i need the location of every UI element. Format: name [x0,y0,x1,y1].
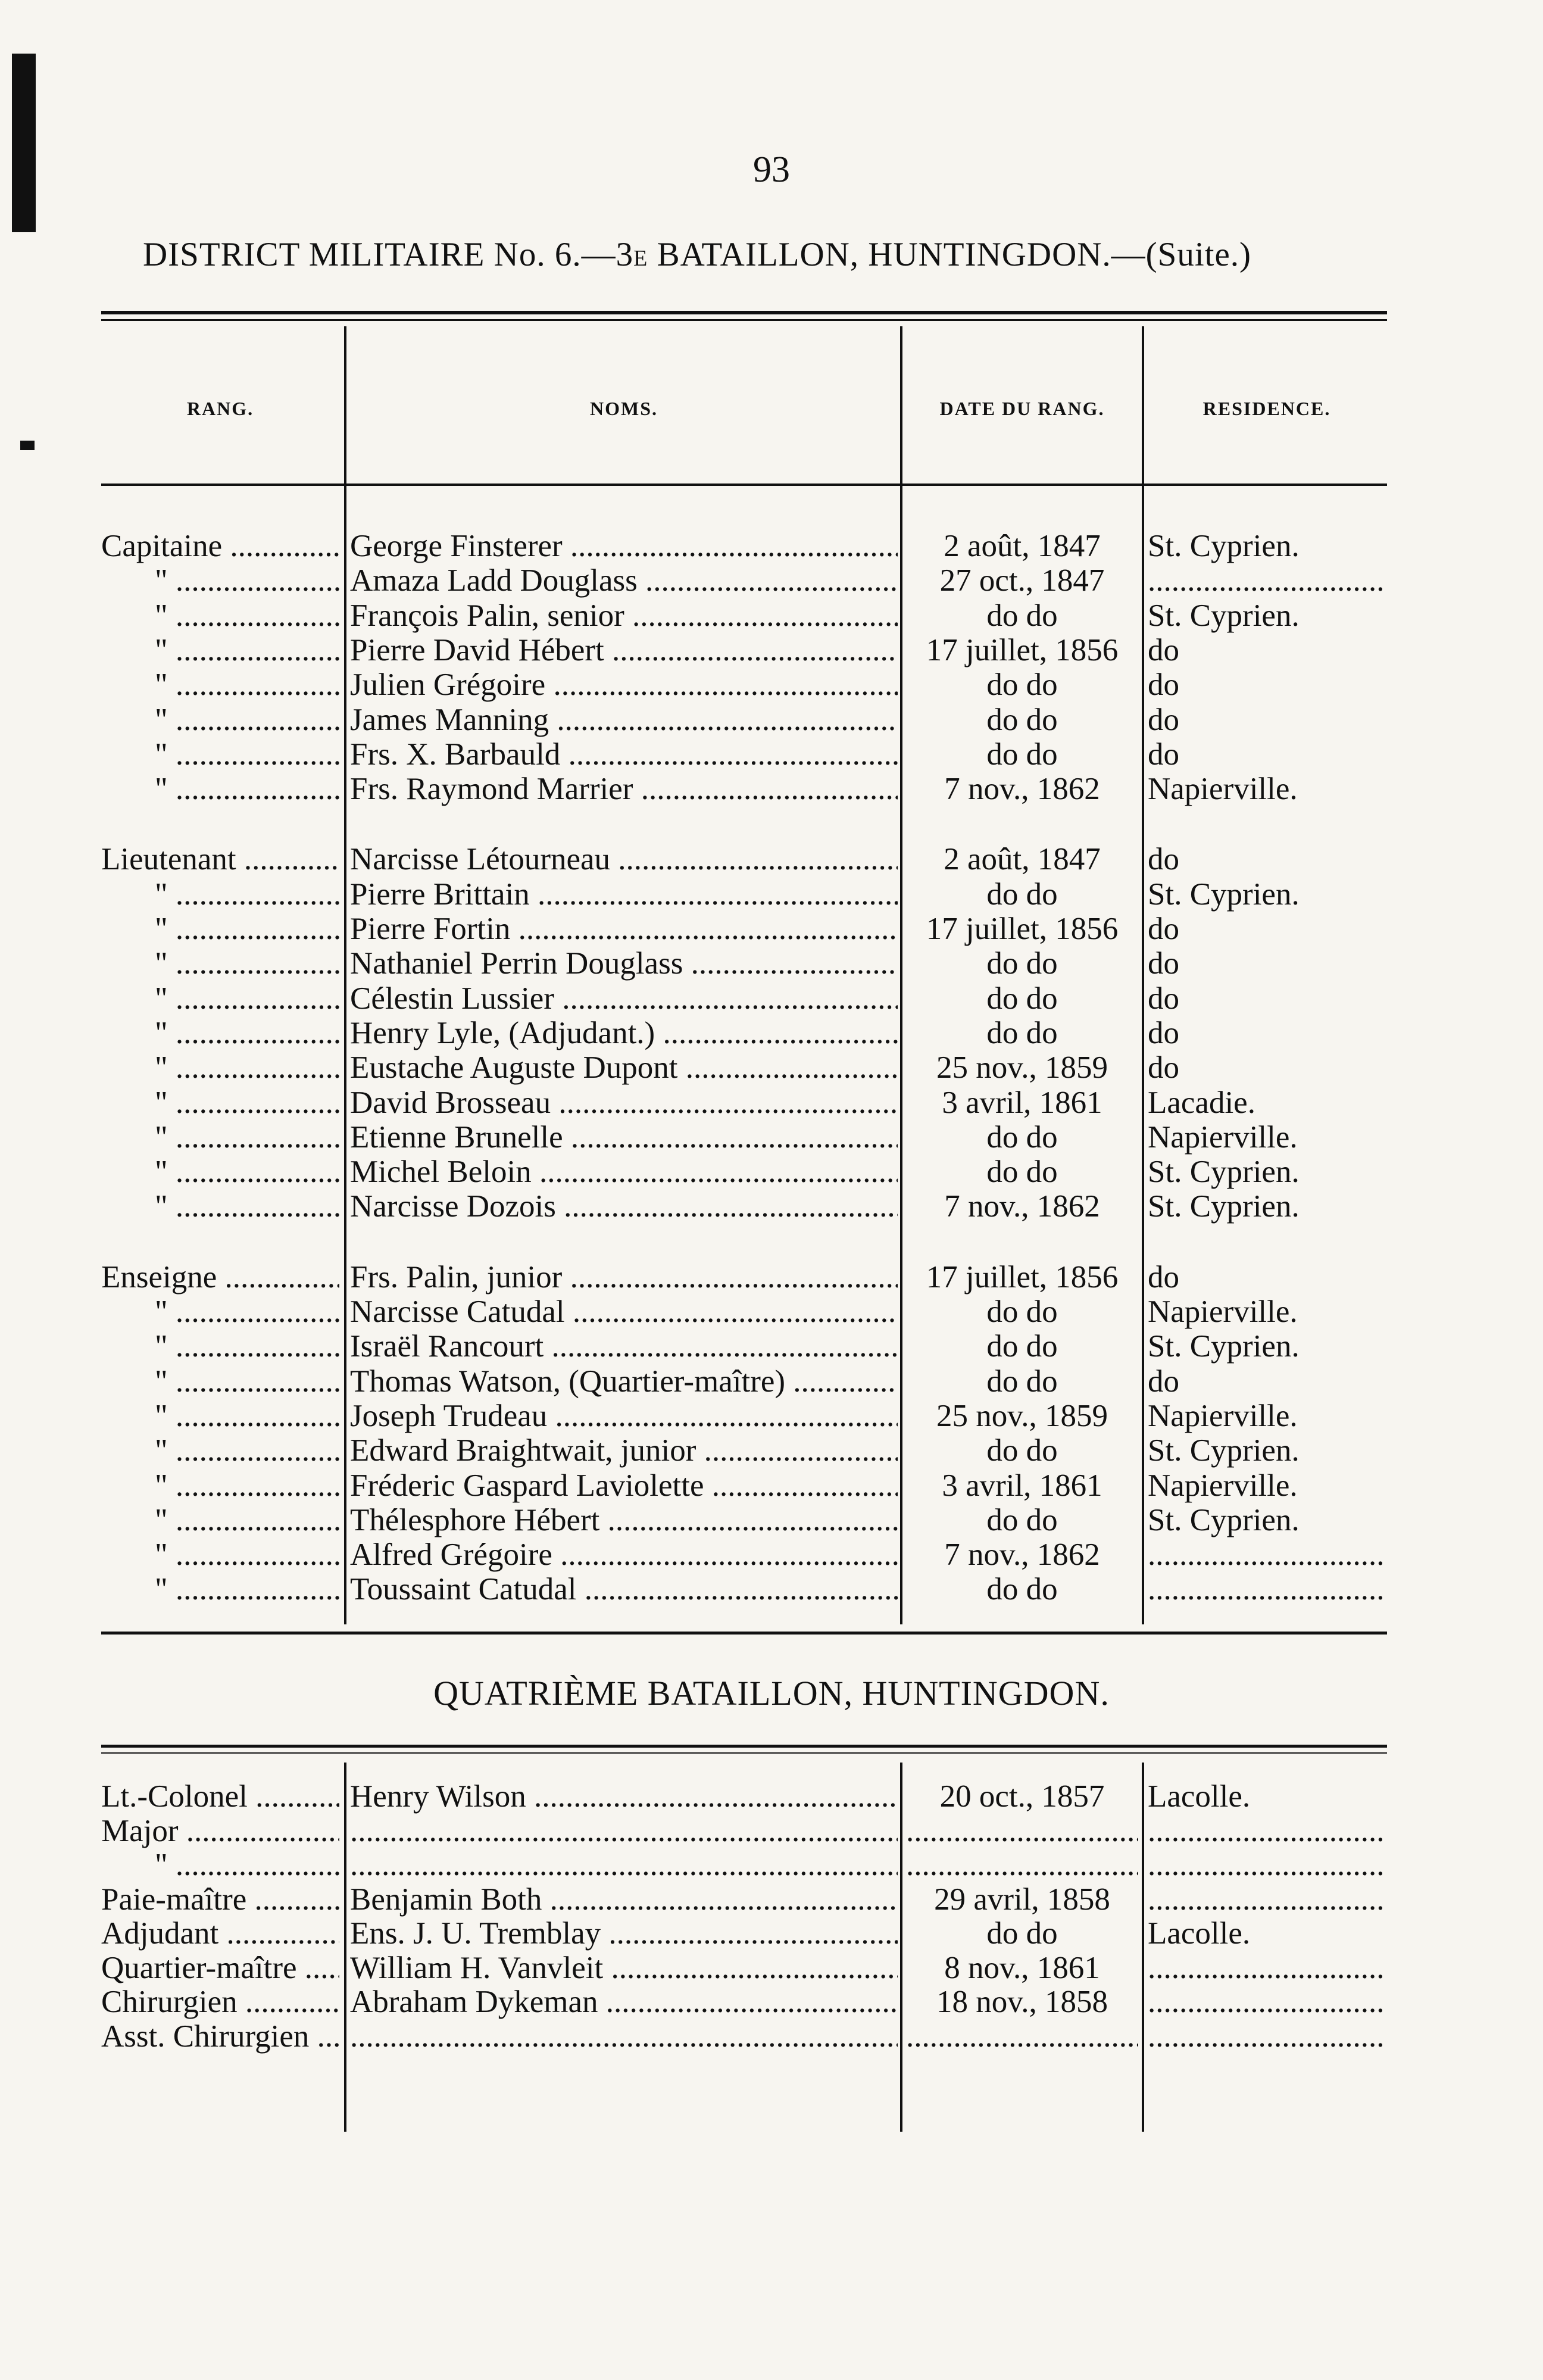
date-cell: 3 avril, 1861 [942,1468,1102,1503]
table-row [0,1260,1543,1295]
residence-cell: Napierville. [1148,772,1298,807]
residence-cell [1148,1537,1386,1572]
top-double-rule [101,319,1387,321]
rank-cell: " ..... [101,1016,339,1050]
table-row [0,1189,1543,1224]
residence-cell: St. Cyprien. [1148,1433,1300,1468]
table-row [0,633,1543,667]
name-cell: Pierre Brittain ..... [350,877,898,912]
date-cell: do do [986,1916,1058,1951]
name-cell: Narcisse Létourneau ..... [350,842,898,876]
residence-cell [1148,2019,1386,2054]
section-divider-rule [101,1632,1387,1635]
rank-cell: " ..... [101,563,339,598]
rank-cell: " ..... [101,1364,339,1399]
rank-cell: " ..... [101,633,339,667]
date-cell: do do [986,667,1058,703]
rank-cell: Lt.-Colonel ..... [101,1779,339,1814]
date-cell: do do [986,1329,1058,1364]
rank-cell: " ..... [101,1399,339,1433]
name-cell: François Palin, senior ..... [350,598,898,633]
table-row [0,1433,1543,1468]
residence-cell: do [1148,1015,1179,1050]
name-cell: Eustache Auguste Dupont ..... [350,1050,898,1085]
name-cell: Joseph Trudeau ..... [350,1399,898,1433]
table-row [0,1295,1543,1329]
residence-cell: do [1148,737,1179,772]
date-cell: do do [986,1433,1058,1468]
residence-cell: do [1148,632,1179,667]
rank-cell: Asst. Chirurgien ..... [101,2019,339,2054]
rank-cell: " ..... [101,703,339,737]
residence-cell [1148,1951,1386,1985]
rank-cell: " ..... [101,1468,339,1503]
table-row [0,1848,1543,1882]
table2-top-rule [101,1752,1387,1754]
residence-cell [1148,1882,1386,1917]
rank-cell: " ..... [101,598,339,633]
table-row [0,737,1543,772]
table-row [0,772,1543,806]
running-head-suffix: BATAILLON, HUNTINGDON.—(Suite.) [648,236,1252,273]
residence-cell [1148,1572,1386,1607]
name-cell: Narcisse Dozois ..... [350,1189,898,1224]
residence-cell: Napierville. [1148,1295,1298,1329]
date-cell: 29 avril, 1858 [934,1882,1110,1917]
rank-cell: " ..... [101,1329,339,1364]
table-row [0,529,1543,563]
rank-cell: Quartier-maître ..... [101,1951,339,1985]
residence-cell: do [1148,1364,1179,1399]
residence-cell: Napierville. [1148,1119,1298,1155]
table-row [0,1016,1543,1050]
date-cell: do do [986,598,1058,633]
name-cell [350,1814,898,1848]
residence-cell [1148,1848,1386,1882]
rank-cell: " ..... [101,1537,339,1572]
table-row [0,1364,1543,1399]
date-cell: 7 nov., 1862 [944,1189,1100,1224]
residence-cell: do [1148,702,1179,737]
residence-cell: St. Cyprien. [1148,1189,1300,1224]
rank-cell: " ..... [101,1572,339,1607]
name-cell: Abraham Dykeman ..... [350,1985,898,2019]
rank-cell: Capitaine ..... [101,529,339,563]
table-row [0,2019,1543,2054]
date-cell: 17 juillet, 1856 [926,1259,1119,1295]
date-cell: 18 nov., 1858 [936,1985,1108,2019]
date-cell: 27 oct., 1847 [939,563,1105,598]
date-cell: do do [986,1295,1058,1329]
table-row [0,1779,1543,1814]
rank-cell: " ..... [101,1433,339,1468]
rank-cell: " ..... [101,1085,339,1120]
table-row [0,1050,1543,1085]
date-cell: 7 nov., 1862 [944,1537,1100,1573]
column-header-date: DATE DU RANG. [939,398,1105,419]
residence-cell: Lacolle. [1148,1779,1251,1814]
date-cell: 25 nov., 1859 [936,1050,1108,1085]
table-row [0,1120,1543,1155]
date-cell: 8 nov., 1861 [944,1950,1100,1985]
date-cell: do do [986,981,1058,1016]
table-row [0,1399,1543,1433]
residence-cell [1148,1985,1386,2019]
name-cell [350,1848,898,1882]
section-title-4e-bataillon: QUATRIÈME BATAILLON, HUNTINGDON. [433,1674,1110,1713]
table-row [0,912,1543,946]
scan-edge-mark [20,441,35,450]
table-row [0,1814,1543,1848]
date-cell: do do [986,1155,1058,1190]
name-cell: Thomas Watson, (Quartier-maître) ..... [350,1364,898,1399]
column-header-noms: NOMS. [590,398,658,419]
name-cell: James Manning ..... [350,703,898,737]
table-row [0,563,1543,598]
residence-cell: do [1148,912,1179,946]
rank-cell: Adjudant ..... [101,1916,339,1951]
rank-cell: " ..... [101,1050,339,1085]
name-cell: George Finsterer ..... [350,529,898,563]
date-cell: do do [986,1572,1058,1607]
table-row [0,1572,1543,1607]
name-cell: Frs. X. Barbauld ..... [350,737,898,772]
residence-cell: do [1148,667,1179,703]
name-cell: William H. Vanvleit ..... [350,1951,898,1985]
residence-cell: St. Cyprien. [1148,529,1300,563]
name-cell: Israël Rancourt ..... [350,1329,898,1364]
date-cell [906,1848,1138,1882]
name-cell: Célestin Lussier ..... [350,981,898,1016]
name-cell: Fréderic Gaspard Laviolette ..... [350,1468,898,1503]
rank-cell: " ..... [101,1295,339,1329]
name-cell: Amaza Ladd Douglass ..... [350,563,898,598]
date-cell: do do [986,876,1058,912]
table-row [0,598,1543,633]
table-row [0,1155,1543,1189]
name-cell: Etienne Brunelle ..... [350,1120,898,1155]
date-cell: 2 août, 1847 [944,842,1101,877]
table-row [0,1468,1543,1503]
table-row [0,1951,1543,1985]
rank-cell: Lieutenant ..... [101,842,339,876]
residence-cell: St. Cyprien. [1148,876,1300,912]
rank-cell: Major ..... [101,1814,339,1848]
name-cell: Edward Braightwait, junior ..... [350,1433,898,1468]
residence-cell [1148,1814,1386,1848]
running-head-superscript: E [633,246,648,271]
residence-cell [1148,563,1386,598]
residence-cell: St. Cyprien. [1148,1329,1300,1364]
table-row [0,703,1543,737]
rank-cell: " ..... [101,1120,339,1155]
table-row [0,1329,1543,1364]
column-header-rang: RANG. [186,398,254,419]
rank-cell: " ..... [101,877,339,912]
name-cell: David Brosseau ..... [350,1085,898,1120]
rank-cell: " ..... [101,1155,339,1189]
name-cell: Narcisse Catudal ..... [350,1295,898,1329]
rank-cell: Enseigne ..... [101,1260,339,1295]
table-row [0,1916,1543,1951]
name-cell: Michel Beloin ..... [350,1155,898,1189]
name-cell: Toussaint Catudal ..... [350,1572,898,1607]
name-cell: Frs. Palin, junior ..... [350,1260,898,1295]
table-row [0,1537,1543,1572]
residence-cell: Napierville. [1148,1398,1298,1433]
residence-cell: St. Cyprien. [1148,598,1300,633]
name-cell: Henry Lyle, (Adjudant.) ..... [350,1016,898,1050]
running-head [143,235,1251,274]
date-cell: 25 nov., 1859 [936,1398,1108,1433]
rank-cell: " ..... [101,1848,339,1882]
rank-cell: " ..... [101,1503,339,1537]
table-row [0,877,1543,912]
date-cell: 17 juillet, 1856 [926,912,1119,946]
rank-cell: " ..... [101,981,339,1016]
table-row [0,1985,1543,2019]
scan-edge-mark [12,54,36,232]
date-cell: do do [986,1119,1058,1155]
name-cell: Alfred Grégoire ..... [350,1537,898,1572]
top-double-rule [101,311,1387,314]
residence-cell: do [1148,842,1179,877]
table-row [0,842,1543,876]
residence-cell: Napierville. [1148,1468,1298,1503]
column-header-residence: RESIDENCE. [1202,398,1331,419]
name-cell: Henry Wilson ..... [350,1779,898,1814]
table2-top-rule [101,1745,1387,1748]
residence-cell: do [1148,1050,1179,1085]
rank-cell: " ..... [101,912,339,946]
date-cell: do do [986,1015,1058,1050]
rank-cell: " ..... [101,737,339,772]
name-cell: Ens. J. U. Tremblay ..... [350,1916,898,1951]
residence-cell: do [1148,946,1179,981]
date-cell: 3 avril, 1861 [942,1085,1102,1120]
residence-cell: do [1148,1259,1179,1295]
name-cell: Benjamin Both ..... [350,1882,898,1917]
date-cell: 17 juillet, 1856 [926,632,1119,667]
table-row [0,667,1543,702]
name-cell: Frs. Raymond Marrier ..... [350,772,898,806]
date-cell: do do [986,946,1058,981]
name-cell [350,2019,898,2054]
table-row [0,1085,1543,1120]
rank-cell: Paie-maître ..... [101,1882,339,1917]
name-cell: Pierre David Hébert ..... [350,633,898,667]
rank-cell: Chirurgien ..... [101,1985,339,2019]
date-cell: do do [986,737,1058,772]
residence-cell: Lacadie. [1148,1085,1255,1120]
header-bottom-rule [101,484,1387,486]
rank-cell: " ..... [101,946,339,981]
rank-cell: " ..... [101,772,339,806]
name-cell: Nathaniel Perrin Douglass ..... [350,946,898,981]
date-cell: do do [986,1364,1058,1399]
running-head-prefix: DISTRICT MILITAIRE No. 6.—3 [143,236,634,273]
table-row [0,981,1543,1016]
page-number: 93 [753,149,790,190]
table-row [0,946,1543,981]
table-row [0,1503,1543,1537]
name-cell: Thélesphore Hébert ..... [350,1503,898,1537]
date-cell: do do [986,702,1058,737]
date-cell [906,2019,1138,2054]
name-cell: Julien Grégoire ..... [350,667,898,702]
residence-cell: do [1148,981,1179,1016]
residence-cell: St. Cyprien. [1148,1502,1300,1537]
residence-cell: Lacolle. [1148,1916,1251,1951]
date-cell: do do [986,1502,1058,1537]
rank-cell: " ..... [101,1189,339,1224]
name-cell: Pierre Fortin ..... [350,912,898,946]
rank-cell: " ..... [101,667,339,702]
date-cell: 20 oct., 1857 [939,1779,1105,1814]
table-row [0,1882,1543,1917]
residence-cell: St. Cyprien. [1148,1155,1300,1190]
date-cell: 2 août, 1847 [944,529,1101,563]
date-cell: 7 nov., 1862 [944,772,1100,807]
date-cell [906,1814,1138,1848]
